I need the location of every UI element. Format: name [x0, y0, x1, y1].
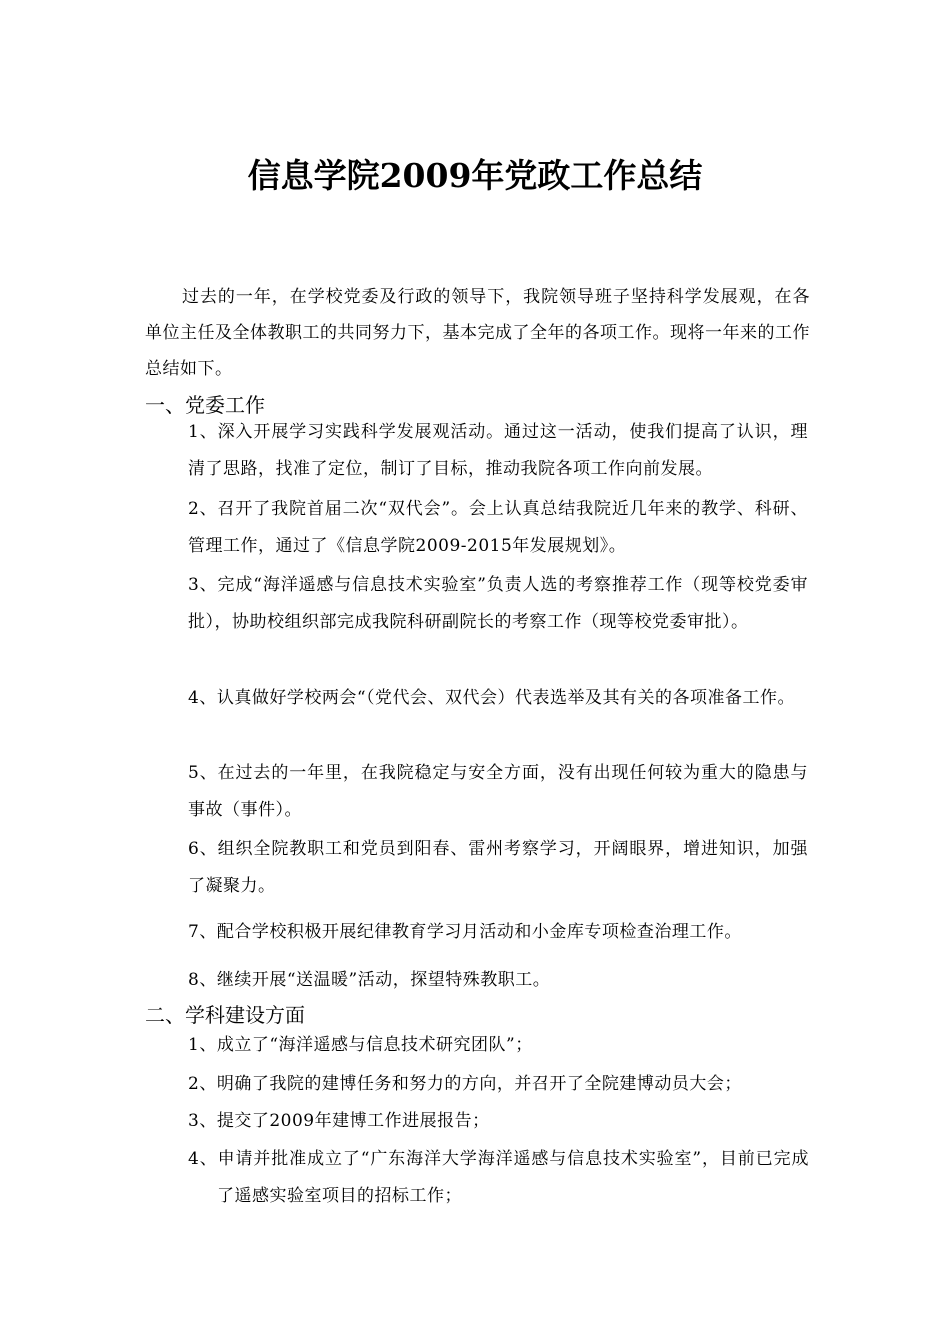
list-item: 4、认真做好学校两会“（党代会、双代会）代表选举及其有关的各项准备工作。	[188, 688, 796, 708]
list-item: 8、继续开展“送温暖”活动，探望特殊教职工。	[188, 970, 551, 990]
intro-paragraph: 过去的一年，在学校党委及行政的领导下，我院领导班子坚持科学发展观，在各单位主任及全体教职工的共同努力下，基本完成了全年的各项工作。现将一年来的工作总结如下。	[145, 287, 810, 379]
list-item: 7、配合学校积极开展纪律教育学习月活动和小金库专项检查治理工作。	[188, 922, 742, 942]
document-title: 信息学院2009年党政工作总结	[247, 156, 703, 195]
list-item: 5、在过去的一年里，在我院稳定与安全方面，没有出现任何较为重大的隐患与事故（事件）。	[188, 763, 808, 820]
list-item: 2、召开了我院首届二次“双代会”。会上认真总结我院近几年来的教学、科研、管理工作，通过了《信息学院2009-2015年发展规划》。	[188, 499, 808, 556]
list-item: 3、提交了2009年建博工作进展报告；	[188, 1111, 490, 1131]
list-item: 3、完成“海洋遥感与信息技术实验室”负责人选的考察推荐工作（现等校党委审批），协助校组织部完成我院科研副院长的考察工作（现等校党委审批）。	[188, 575, 808, 632]
list-item: 4、申请并批准成立了“广东海洋大学海洋遥感与信息技术实验室”，目前已完成了遥感实验室项目的招标工作；	[188, 1149, 809, 1206]
list-item: 2、明确了我院的建博任务和努力的方向，并召开了全院建博动员大会；	[188, 1074, 742, 1094]
list-item: 6、组织全院教职工和党员到阳春、雷州考察学习，开阔眼界，增进知识，加强了凝聚力。	[188, 839, 808, 896]
list-item: 1、深入开展学习实践科学发展观活动。通过这一活动，使我们提高了认识，理清了思路，找准了定位，制订了目标，推动我院各项工作向前发展。	[188, 422, 808, 479]
section-heading-discipline: 二、学科建设方面	[145, 1003, 305, 1027]
section-heading-party: 一、党委工作	[145, 393, 265, 417]
list-item: 1、成立了“海洋遥感与信息技术研究团队”；	[188, 1035, 533, 1055]
